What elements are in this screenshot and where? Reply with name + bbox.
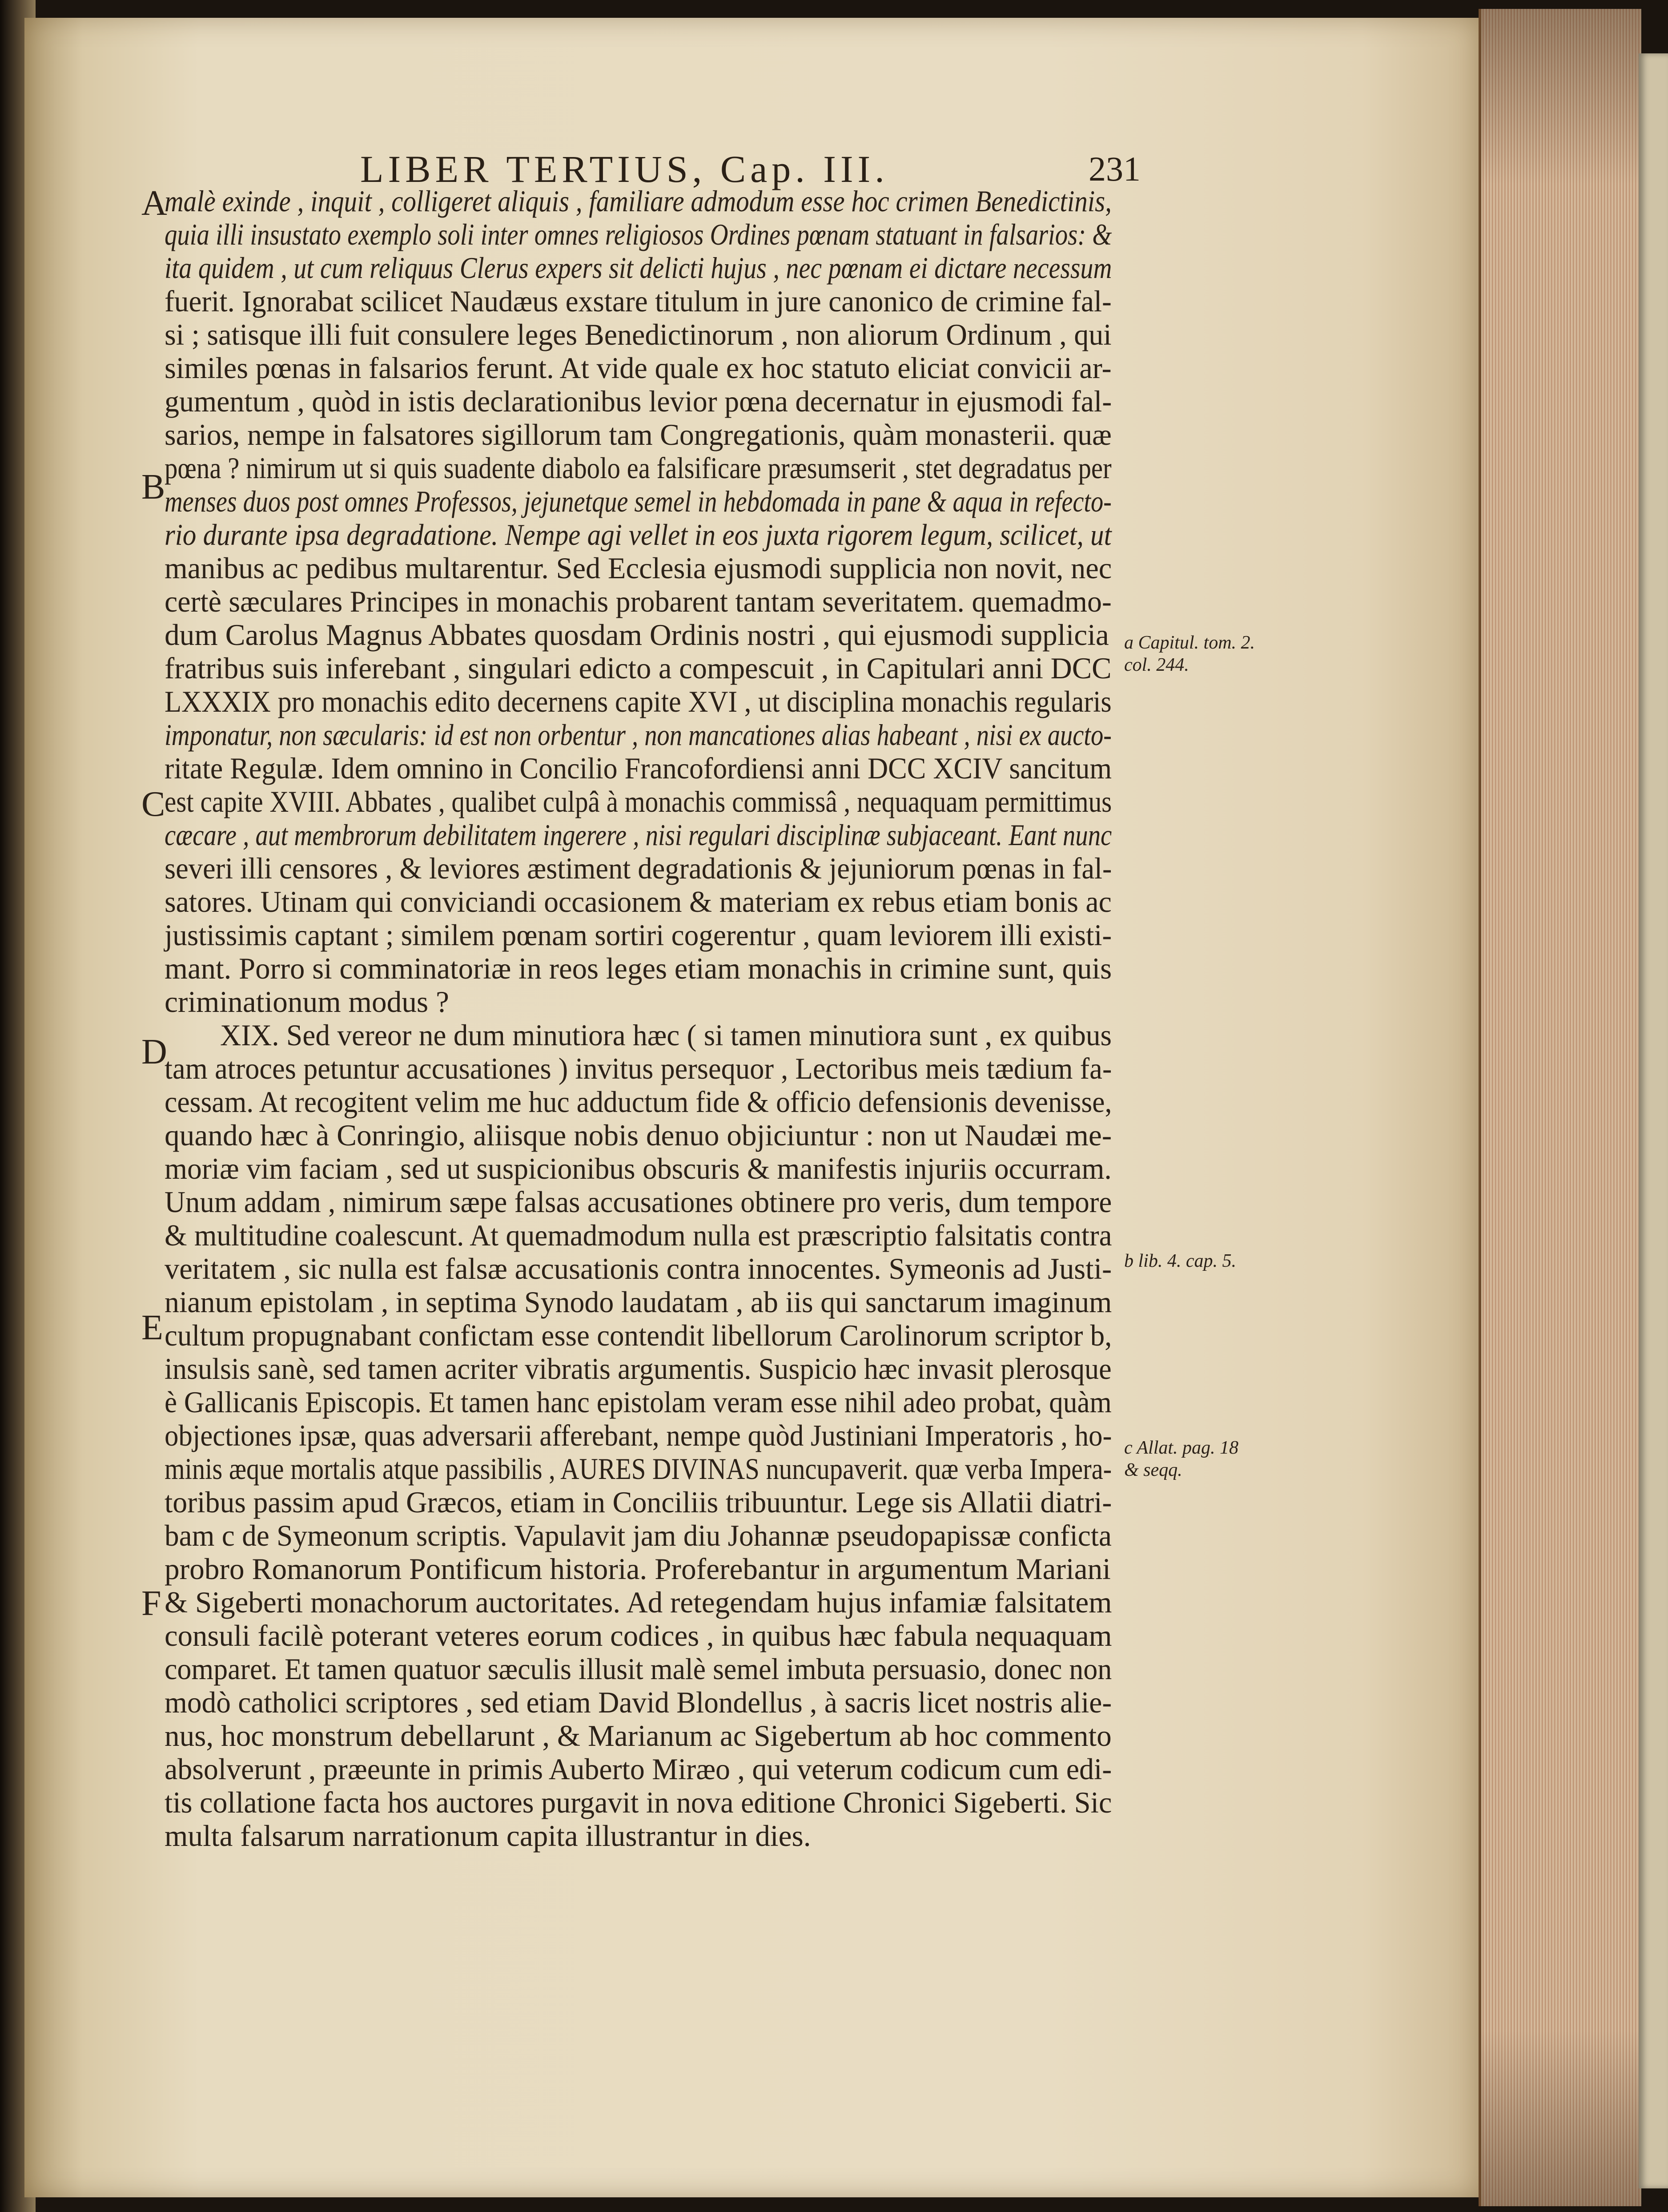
text-line: quia illi insustato exemplo soli inter omnes religiosos Ordines pœnam statuant in falsarios: & <box>165 218 1112 251</box>
text-line: minis æque mortalis atque passibilis , AURES DIVINAS nuncupaverit. quæ verba Impera- <box>165 1452 1112 1486</box>
margin-letter-f: F <box>141 1584 161 1623</box>
text-line: sarios, nempe in falsatores sigillorum tam Congregationis, quàm monasterii. quæ <box>165 418 1112 451</box>
page-number: 231 <box>1089 149 1141 188</box>
book-cover <box>1639 53 1668 2188</box>
text-line: tis collatione facta hos auctores purgavit in nova editione Chronici Sigeberti. Sic <box>165 1785 1112 1819</box>
page-edges <box>1479 9 1641 2206</box>
text-line: absolverunt , præeunte in primis Auberto Miræo , qui veterum codicum cum edi- <box>165 1752 1112 1786</box>
margin-note-line: a Capitul. tom. 2. <box>1124 633 1255 653</box>
text-line: Unum addam , nimirum sæpe falsas accusationes obtinere pro veris, dum tempore <box>165 1185 1112 1219</box>
text-line: justissimis captant ; similem pœnam sortiri cogerentur , quam leviorem illi existi- <box>165 918 1112 952</box>
margin-note-line: c Allat. pag. 18 <box>1124 1438 1239 1458</box>
text-line: si ; satisque illi fuit consulere leges Benedictinorum , non aliorum Ordinum , qui <box>165 318 1112 351</box>
text-line: cultum propugnabant confictam esse contendit libellorum Carolinorum scriptor b, <box>165 1318 1112 1352</box>
text-line: LXXXIX pro monachis edito decernens capite XVI , ut disciplina monachis regularis <box>165 685 1112 718</box>
text-line: nus, hoc monstrum debellarunt , & Marianum ac Sigebertum ab hoc commento <box>165 1719 1112 1753</box>
text-line: ita quidem , ut cum reliquus Clerus expers sit delicti hujus , nec pœnam ei dictare necessum <box>165 251 1112 285</box>
margin-letter-e: E <box>141 1308 163 1347</box>
text-line: objectiones ipsæ, quas adversarii afferebant, nempe quòd Justiniani Imperatoris , ho- <box>165 1418 1112 1452</box>
text-line: pœna ? nimirum ut si quis suadente diabolo ea falsificare præsumserit , stet degradatus per <box>165 451 1112 485</box>
margin-note-line: & seqq. <box>1124 1460 1182 1480</box>
text-line: & multitudine coalescunt. At quemadmodum nulla est præscriptio falsitatis contra <box>165 1218 1112 1252</box>
text-line: toribus passim apud Græcos, etiam in Conciliis tribuuntur. Lege sis Allatii diatri- <box>165 1485 1112 1519</box>
text-line: veritatem , sic nulla est falsæ accusationis contra innocentes. Symeonis ad Justi- <box>165 1252 1112 1285</box>
text-line: quando hæc à Conringio, aliisque nobis denuo objiciuntur : non ut Naudæi me- <box>165 1118 1112 1152</box>
margin-note-b <box>1124 1250 1236 1272</box>
text-line: severi illi censores , & leviores æstiment degradationis & jejuniorum pœnas in fal- <box>165 851 1112 885</box>
margin-note-line: col. 244. <box>1124 655 1189 675</box>
margin-note-line: b lib. 4. cap. 5. <box>1124 1251 1236 1271</box>
text-line: similes pœnas in falsarios ferunt. At vide quale ex hoc statuto eliciat convicii ar- <box>165 351 1112 385</box>
margin-letter-d: D <box>141 1032 167 1072</box>
text-line: nianum epistolam , in septima Synodo laudatam , ab iis qui sanctarum imaginum <box>165 1285 1112 1319</box>
text-line: XIX. Sed vereor ne dum minutiora hæc ( si tamen minutiora sunt , ex quibus <box>220 1018 1112 1052</box>
text-line: rio durante ipsa degradatione. Nempe agi vellet in eos juxta rigorem legum, scilicet, ut <box>165 518 1112 552</box>
text-line: fuerit. Ignorabat scilicet Naudæus exstare titulum in jure canonico de crimine fal- <box>165 284 1112 318</box>
text-line: probro Romanorum Pontificum historia. Proferebantur in argumentum Mariani <box>165 1552 1111 1586</box>
text-line: malè exinde , inquit , colligeret aliquis , familiare admodum esse hoc crimen Benedictinis, <box>165 184 1112 218</box>
text-line: criminationum modus ? <box>165 985 449 1019</box>
text-line: dum Carolus Magnus Abbates quosdam Ordinis nostri , qui ejusmodi supplicia <box>165 618 1109 652</box>
text-line: cessam. At recogitent velim me huc adductum fide & officio defensionis devenisse, <box>165 1085 1112 1119</box>
text-line: & Sigeberti monachorum auctoritates. Ad retegendam hujus infamiæ falsitatem <box>165 1585 1112 1619</box>
text-line: consuli facilè poterant veteres eorum codices , in quibus hæc fabula nequaquam <box>165 1619 1112 1652</box>
text-line: fratribus suis inferebant , singulari edicto a compescuit , in Capitulari anni DCC <box>165 651 1112 685</box>
text-line: comparet. Et tamen quatuor sæculis illusit malè semel imbuta persuasio, donec non <box>165 1652 1112 1686</box>
text-line: satores. Utinam qui conviciandi occasionem & materiam ex rebus etiam bonis ac <box>165 885 1112 919</box>
running-header: LIBER TERTIUS, Cap. III. <box>360 148 889 190</box>
text-line: bam c de Symeonum scriptis. Vapulavit jam diu Johannæ pseudopapissæ conficta <box>165 1519 1112 1552</box>
text-line: mant. Porro si comminatoriæ in reos leges etiam monachis in crimine sunt, quis <box>165 951 1112 985</box>
text-line: ritate Regulæ. Idem omnino in Concilio Francofordiensi anni DCC XCIV sancitum <box>165 751 1112 785</box>
text-line: manibus ac pedibus multarentur. Sed Ecclesia ejusmodi supplicia non novit, nec <box>165 551 1112 585</box>
text-line: insulsis sanè, sed tamen acriter vibratis argumentis. Suspicio hæc invasit plerosque <box>165 1352 1112 1386</box>
text-line: cæcare , aut membrorum debilitatem ingerere , nisi regulari disciplinæ subjaceant. Eant nunc <box>165 818 1112 852</box>
text-line: gumentum , quòd in istis declarationibus levior pœna decernatur in ejusmodi fal- <box>165 384 1112 418</box>
text-line: est capite XVIII. Abbates , qualibet culpâ à monachis commissâ , nequaquam permittimus <box>165 785 1112 818</box>
text-line: tam atroces petuntur accusationes ) invitus persequor , Lectoribus meis tædium fa- <box>165 1052 1112 1085</box>
body-text <box>165 185 1121 1853</box>
text-line: menses duos post omnes Professos, jejunetque semel in hebdomada in pane & aqua in refecto- <box>165 484 1112 518</box>
text-line: multa falsarum narrationum capita illustrantur in dies. <box>165 1819 811 1853</box>
text-line: imponatur, non sæcularis: id est non orbentur , non mancationes alias habeant , nisi ex aucto- <box>165 718 1112 752</box>
margin-letter-a: A <box>141 184 167 223</box>
text-line: certè sæculares Principes in monachis probarent tantam severitatem. quemadmo- <box>165 584 1112 618</box>
text-line: moriæ vim faciam , sed ut suspicionibus obscuris & manifestis injuriis occurram. <box>165 1152 1112 1185</box>
margin-note-a <box>1124 632 1255 676</box>
margin-note-c <box>1124 1437 1238 1481</box>
text-line: è Gallicanis Episcopis. Et tamen hanc epistolam veram esse nihil adeo probat, quàm <box>165 1385 1112 1419</box>
margin-letter-b: B <box>141 467 165 507</box>
text-line: modò catholici scriptores , sed etiam David Blondellus , à sacris licet nostris alie- <box>165 1685 1112 1719</box>
margin-letter-c: C <box>141 785 165 824</box>
